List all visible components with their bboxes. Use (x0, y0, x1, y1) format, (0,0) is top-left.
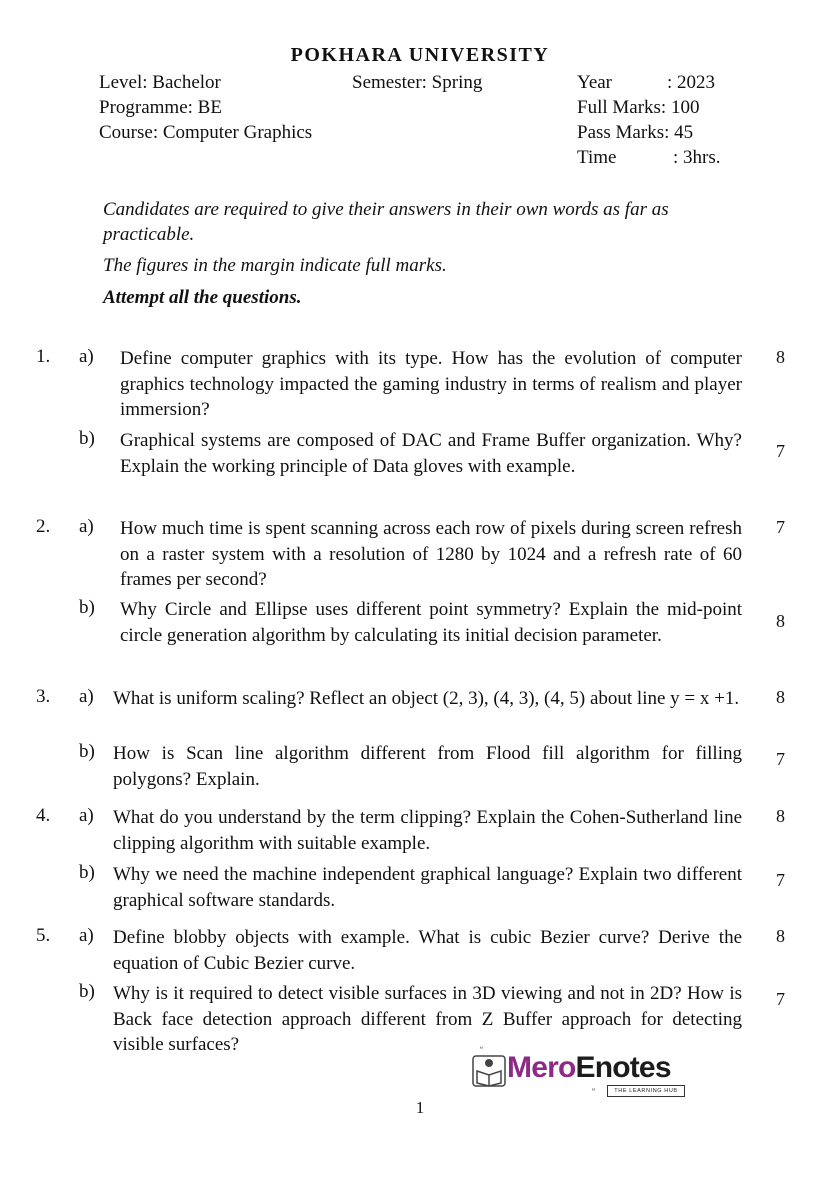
instruction-own-words: Candidates are required to give their answers in their own words as far as practicable. (103, 199, 669, 245)
question-text: What do you understand by the term clipping? Explain the Cohen-Sutherland line clipping algorithm with suitable example. (113, 807, 742, 854)
quote-mark-icon: ” (592, 1087, 595, 1097)
pass-marks-label: Pass Marks: 45 (577, 122, 694, 143)
part-label: a) (79, 805, 94, 826)
logo-tagline: THE LEARNING HUB (607, 1085, 685, 1097)
part-label: a) (79, 346, 94, 367)
question-text: Why is it required to detect visible surfaces in 3D viewing and not in 2D? How is Back face detection approach different from Z Buffer approach for detecting visible surfaces? (113, 983, 742, 1055)
question-number: 4. (36, 805, 51, 826)
part-label: b) (79, 862, 95, 883)
marks: 8 (776, 806, 785, 826)
part-label: a) (79, 686, 94, 707)
year-label: Year (577, 72, 613, 93)
marks: 8 (776, 687, 785, 707)
time-label: Time (577, 147, 617, 168)
programme-label: Programme: BE (99, 97, 222, 118)
marks: 8 (776, 926, 785, 946)
question-text: How much time is spent scanning across each row of pixels during screen refresh on a raster system with a resolution of 1280 by 1024 and a refresh rate of 60 frames per second? (120, 518, 742, 590)
instruction-attempt-all: Attempt all the questions. (103, 287, 302, 308)
question-text: Graphical systems are composed of DAC and Frame Buffer organization. Why? Explain the working principle of Data gloves with example. (120, 430, 742, 477)
marks: 7 (776, 749, 785, 769)
marks: 7 (776, 989, 785, 1009)
marks: 7 (776, 517, 785, 537)
question-text: Define computer graphics with its type. How has the evolution of computer graphics technology impacted the gaming industry in terms of realism and player immersion? (120, 348, 742, 420)
page-number: 1 (415, 1098, 425, 1117)
marks: 7 (776, 441, 785, 461)
meroenotes-logo (470, 1045, 692, 1099)
question-number: 2. (36, 516, 51, 537)
part-label: b) (79, 428, 95, 449)
marks: 8 (776, 347, 785, 367)
logo-enotes-text: Enotes (575, 1051, 671, 1084)
question-text: How is Scan line algorithm different from Flood fill algorithm for filling polygons? Explain. (113, 743, 742, 790)
year-value: : 2023 (667, 72, 716, 93)
part-label: a) (79, 925, 94, 946)
semester-label: Semester: Spring (352, 72, 483, 93)
full-marks-label: Full Marks: 100 (577, 97, 700, 118)
marks: 7 (776, 870, 785, 890)
question-number: 3. (36, 686, 51, 707)
logo-mero-text: Mero (507, 1051, 576, 1084)
university-title: POKHARA UNIVERSITY (290, 44, 550, 66)
instruction-margin-marks: The figures in the margin indicate full marks. (103, 255, 447, 276)
course-label: Course: Computer Graphics (99, 122, 313, 143)
book-reader-icon (472, 1055, 506, 1087)
part-label: b) (79, 981, 95, 1002)
question-text: Why we need the machine independent graphical language? Explain two different graphical software standards. (113, 864, 742, 911)
part-label: b) (79, 741, 95, 762)
part-label: a) (79, 516, 94, 537)
question-text: Define blobby objects with example. What is cubic Bezier curve? Derive the equation of Cubic Bezier curve. (113, 927, 742, 974)
logo-wordmark (507, 1051, 671, 1085)
marks: 8 (776, 611, 785, 631)
question-text: What is uniform scaling? Reflect an object (2, 3), (4, 3), (4, 5) about line y = x +1. (113, 688, 740, 709)
part-label: b) (79, 597, 95, 618)
quote-mark-icon: “ (480, 1045, 483, 1055)
level-label: Level: Bachelor (99, 72, 221, 93)
question-number: 1. (36, 346, 51, 367)
time-value: : 3hrs. (673, 147, 721, 168)
question-text: Why Circle and Ellipse uses different point symmetry? Explain the mid-point circle generation algorithm by calculating its initial decision parameter. (120, 599, 742, 646)
question-number: 5. (36, 925, 51, 946)
